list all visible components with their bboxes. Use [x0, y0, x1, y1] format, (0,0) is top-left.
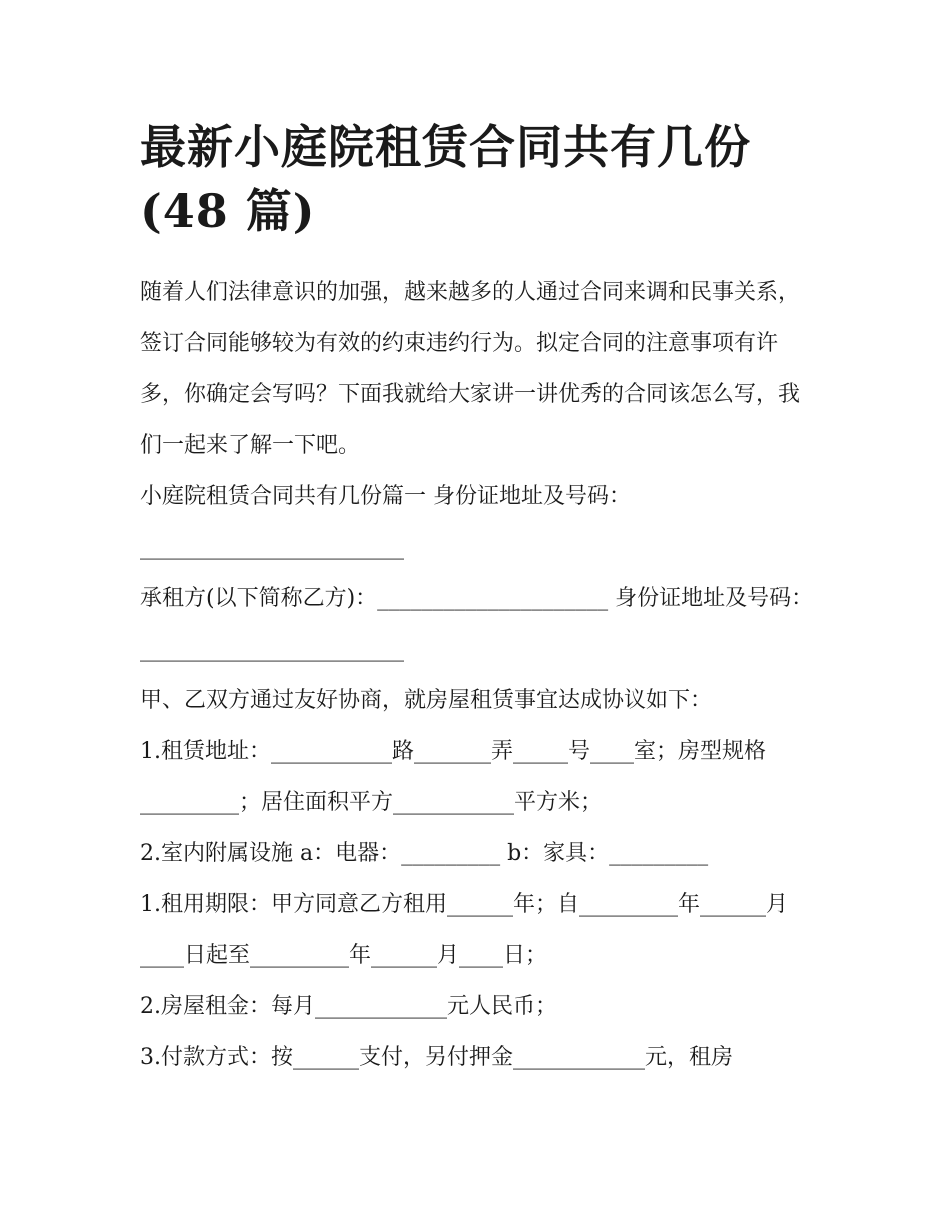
facilities-clause: 2.室内附属设施 a：电器：_________ b：家具：_________ [140, 841, 709, 866]
intro-paragraph: 随着人们法律意识的加强，越来越多的人通过合同来调和民事关系，签订合同能够较为有效的约束违约行为。拟定合同的注意事项有许多，你确定会写吗？下面我就给大家讲一讲优秀的合同该怎么写，我们一起来了解一下吧。 [140, 280, 801, 458]
rent-clause: 2.房屋租金：每月____________元人民币； [140, 994, 557, 1019]
lessee-line: 承租方(以下简称乙方)：_____________________ 身份证地址及号码：________________________ [140, 586, 814, 662]
term-clause: 1.租用期限：甲方同意乙方租用______年；自_________年______月____日起至_________年______月____日； [140, 892, 788, 968]
blank-line: ________________________ [140, 535, 404, 560]
document-page [140, 115, 820, 1083]
payment-clause: 3.付款方式：按______支付，另付押金____________元，租房 [140, 1045, 733, 1070]
document-title [140, 115, 820, 243]
title-line-2: (48 篇) [140, 184, 316, 238]
address-clause: 1.租赁地址：___________路_______弄_____号____室；房型规格_________；居住面积平方___________平方米； [140, 739, 766, 815]
agreement-line: 甲、乙双方通过友好协商，就房屋租赁事宜达成协议如下： [140, 688, 713, 713]
section-heading-line: 小庭院租赁合同共有几份篇一 身份证地址及号码： [140, 484, 631, 509]
title-line-1: 最新小庭院租赁合同共有几份 [140, 120, 751, 174]
